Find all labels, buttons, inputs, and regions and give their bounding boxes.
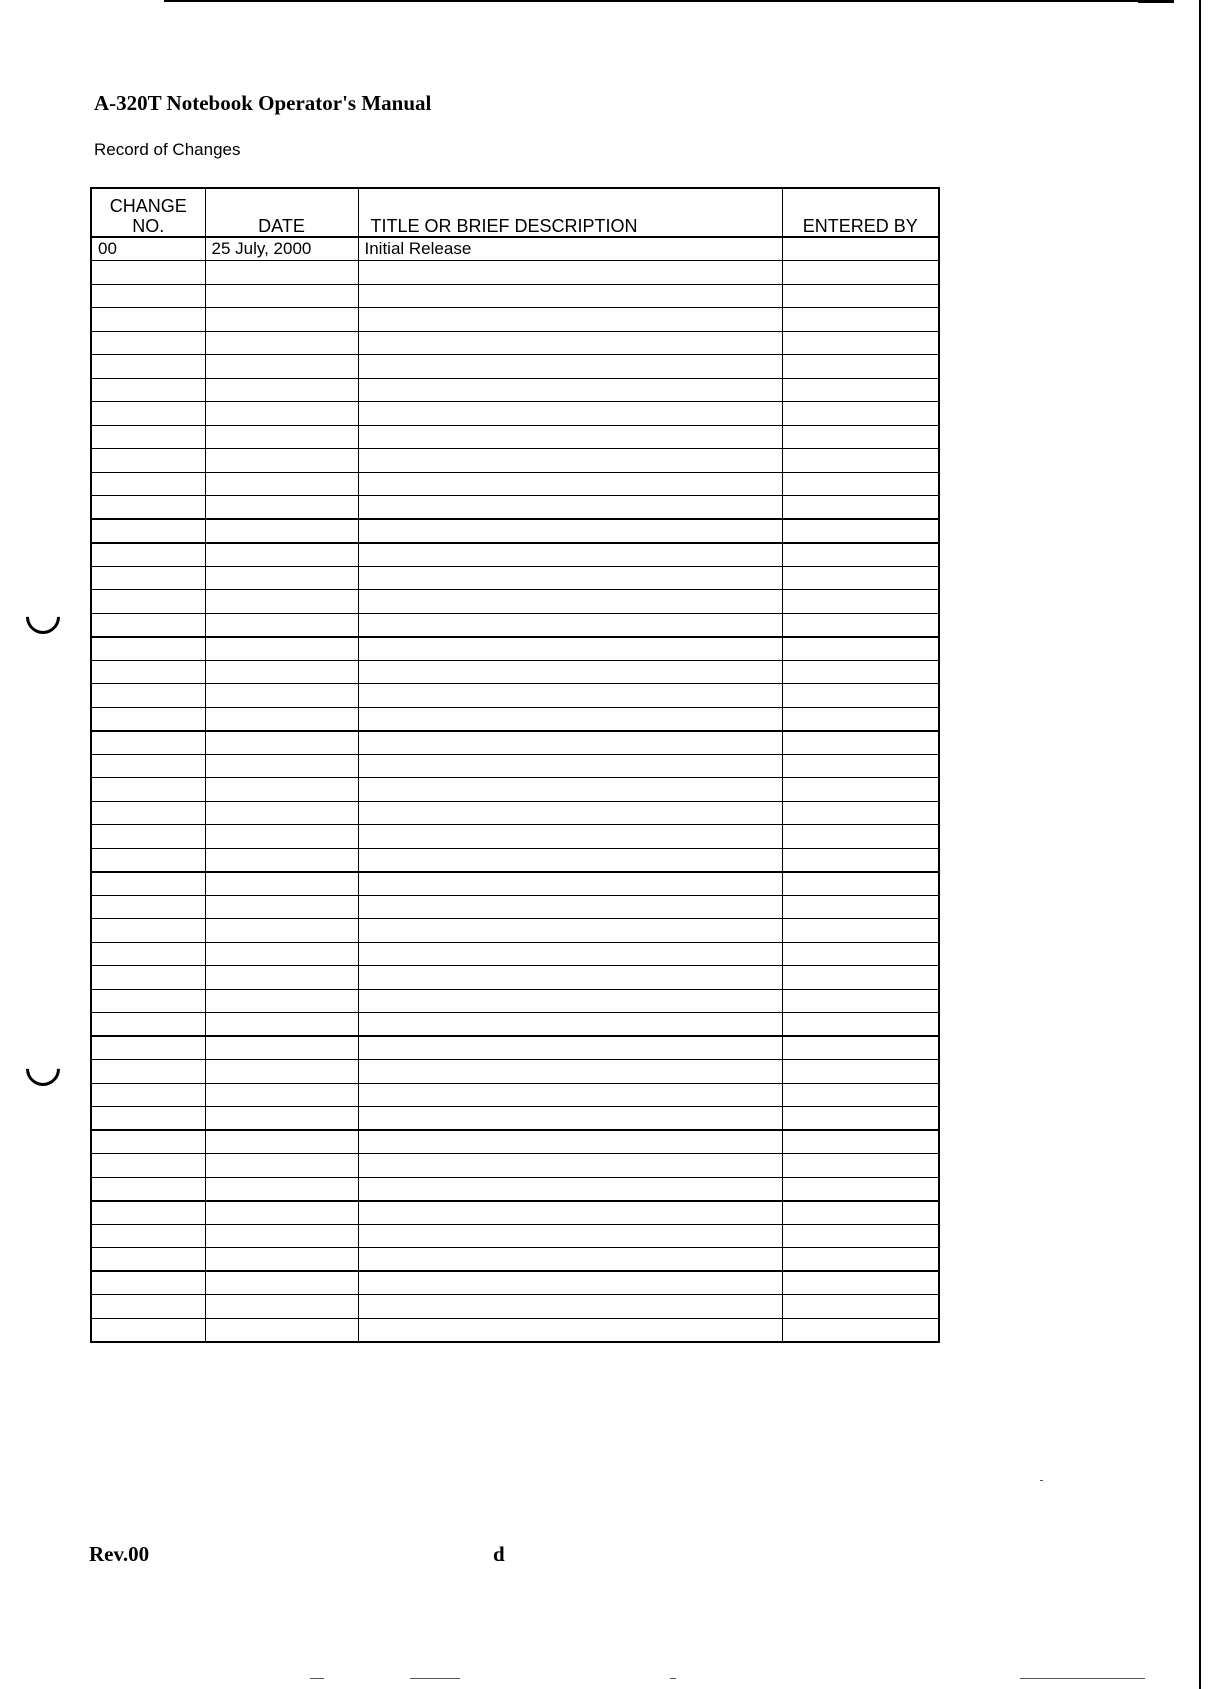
table-row [91, 402, 939, 426]
cell-change-no [91, 1107, 205, 1131]
cell-date [205, 684, 358, 708]
cell-date [205, 543, 358, 567]
table-row [91, 848, 939, 872]
cell-entered-by [782, 1083, 939, 1107]
cell-entered-by [782, 848, 939, 872]
cell-change-no [91, 378, 205, 402]
header-change-no-line1: CHANGE [109, 196, 187, 216]
cell-description [358, 1154, 782, 1178]
cell-description [358, 778, 782, 802]
cell-date [205, 1013, 358, 1037]
table-row [91, 425, 939, 449]
cell-description [358, 1177, 782, 1201]
cell-description [358, 496, 782, 520]
cell-change-no [91, 425, 205, 449]
cell-change-no [91, 1013, 205, 1037]
cell-change-no [91, 1177, 205, 1201]
table-row [91, 778, 939, 802]
cell-description [358, 825, 782, 849]
cell-change-no [91, 308, 205, 332]
table-row [91, 942, 939, 966]
table-row [91, 1107, 939, 1131]
table-row [91, 660, 939, 684]
top-scan-rule-thick [1138, 0, 1174, 3]
table-row [91, 449, 939, 473]
cell-date: 25 July, 2000 [205, 237, 358, 261]
scan-speck [310, 1678, 324, 1679]
cell-entered-by [782, 778, 939, 802]
binder-hole-mark [19, 593, 67, 641]
table-row [91, 1271, 939, 1295]
cell-entered-by [782, 378, 939, 402]
table-row [91, 590, 939, 614]
cell-change-no [91, 872, 205, 896]
cell-date [205, 660, 358, 684]
cell-description [358, 1107, 782, 1131]
cell-date [205, 731, 358, 755]
table-row [91, 566, 939, 590]
table-row [91, 754, 939, 778]
cell-date [205, 472, 358, 496]
cell-date [205, 378, 358, 402]
cell-date [205, 1295, 358, 1319]
cell-change-no [91, 660, 205, 684]
cell-description: Initial Release [358, 237, 782, 261]
cell-date [205, 1130, 358, 1154]
cell-description [358, 284, 782, 308]
cell-date [205, 637, 358, 661]
cell-entered-by [782, 801, 939, 825]
cell-date [205, 707, 358, 731]
cell-change-no [91, 566, 205, 590]
cell-change-no [91, 355, 205, 379]
cell-description [358, 1271, 782, 1295]
cell-description [358, 425, 782, 449]
header-date: DATE [205, 188, 358, 237]
cell-description [358, 707, 782, 731]
cell-change-no [91, 331, 205, 355]
cell-change-no [91, 1318, 205, 1342]
cell-description [358, 590, 782, 614]
cell-entered-by [782, 707, 939, 731]
cell-entered-by [782, 1060, 939, 1084]
cell-description [358, 942, 782, 966]
cell-date [205, 590, 358, 614]
cell-description [358, 1318, 782, 1342]
cell-entered-by [782, 425, 939, 449]
cell-date [205, 1271, 358, 1295]
cell-description [358, 895, 782, 919]
cell-description [358, 1060, 782, 1084]
table-row [91, 261, 939, 285]
cell-change-no [91, 825, 205, 849]
cell-change-no [91, 1154, 205, 1178]
table-row [91, 1083, 939, 1107]
table-row [91, 1201, 939, 1225]
cell-date [205, 425, 358, 449]
cell-change-no [91, 989, 205, 1013]
table-row [91, 1318, 939, 1342]
cell-change-no [91, 472, 205, 496]
cell-change-no [91, 284, 205, 308]
cell-entered-by [782, 566, 939, 590]
scan-speck [1020, 1678, 1145, 1679]
cell-change-no [91, 754, 205, 778]
cell-date [205, 919, 358, 943]
cell-entered-by [782, 449, 939, 473]
cell-date [205, 754, 358, 778]
section-subtitle: Record of Changes [94, 140, 241, 159]
cell-date [205, 895, 358, 919]
table-row [91, 966, 939, 990]
scan-speck [670, 1678, 676, 1679]
cell-change-no [91, 895, 205, 919]
cell-change-no [91, 543, 205, 567]
cell-entered-by [782, 1130, 939, 1154]
cell-entered-by [782, 919, 939, 943]
cell-description [358, 919, 782, 943]
cell-entered-by [782, 637, 939, 661]
cell-date [205, 848, 358, 872]
table-row [91, 613, 939, 637]
cell-date [205, 1107, 358, 1131]
cell-entered-by [782, 1013, 939, 1037]
footer-page-number: d [493, 1542, 505, 1566]
cell-change-no [91, 449, 205, 473]
table-row [91, 825, 939, 849]
cell-entered-by [782, 825, 939, 849]
cell-description [358, 261, 782, 285]
cell-description [358, 449, 782, 473]
page-right-edge [1199, 0, 1201, 1689]
cell-date [205, 355, 358, 379]
cell-description [358, 543, 782, 567]
cell-date [205, 801, 358, 825]
table-row [91, 543, 939, 567]
cell-change-no [91, 707, 205, 731]
record-of-changes-table [90, 187, 940, 1343]
cell-change-no [91, 402, 205, 426]
cell-change-no [91, 1130, 205, 1154]
cell-entered-by [782, 872, 939, 896]
cell-change-no: 00 [91, 237, 205, 261]
header-change-no [91, 188, 205, 237]
cell-change-no [91, 1295, 205, 1319]
cell-change-no [91, 801, 205, 825]
cell-description [358, 519, 782, 543]
cell-entered-by [782, 942, 939, 966]
table-row [91, 237, 939, 261]
cell-description [358, 472, 782, 496]
cell-date [205, 778, 358, 802]
cell-description [358, 1248, 782, 1272]
table-row [91, 472, 939, 496]
cell-change-no [91, 1224, 205, 1248]
header-description: TITLE OR BRIEF DESCRIPTION [358, 188, 782, 237]
cell-date [205, 825, 358, 849]
cell-entered-by [782, 496, 939, 520]
table-row [91, 684, 939, 708]
cell-entered-by [782, 895, 939, 919]
cell-date [205, 1060, 358, 1084]
cell-change-no [91, 919, 205, 943]
cell-date [205, 613, 358, 637]
scan-speck [1040, 1480, 1043, 1481]
cell-entered-by [782, 1271, 939, 1295]
cell-date [205, 1036, 358, 1060]
cell-description [358, 660, 782, 684]
table-row [91, 1060, 939, 1084]
cell-entered-by [782, 355, 939, 379]
cell-change-no [91, 519, 205, 543]
table-row [91, 731, 939, 755]
cell-description [358, 1130, 782, 1154]
cell-entered-by [782, 966, 939, 990]
cell-entered-by [782, 402, 939, 426]
table-row [91, 1013, 939, 1037]
cell-entered-by [782, 1224, 939, 1248]
cell-description [358, 872, 782, 896]
cell-description [358, 731, 782, 755]
table-row [91, 1248, 939, 1272]
cell-entered-by [782, 613, 939, 637]
cell-entered-by [782, 1107, 939, 1131]
table-row [91, 378, 939, 402]
cell-entered-by [782, 308, 939, 332]
table-row [91, 919, 939, 943]
cell-entered-by [782, 731, 939, 755]
cell-date [205, 1083, 358, 1107]
cell-entered-by [782, 261, 939, 285]
table-row [91, 1295, 939, 1319]
cell-description [358, 684, 782, 708]
cell-entered-by [782, 590, 939, 614]
table-row [91, 1036, 939, 1060]
cell-description [358, 566, 782, 590]
cell-date [205, 566, 358, 590]
cell-change-no [91, 1271, 205, 1295]
table-row [91, 1154, 939, 1178]
cell-description [358, 848, 782, 872]
cell-entered-by [782, 1036, 939, 1060]
cell-date [205, 496, 358, 520]
table-row [91, 801, 939, 825]
cell-date [205, 308, 358, 332]
cell-entered-by [782, 1201, 939, 1225]
table-row [91, 331, 939, 355]
cell-date [205, 1318, 358, 1342]
cell-entered-by [782, 237, 939, 261]
cell-entered-by [782, 284, 939, 308]
cell-entered-by [782, 1177, 939, 1201]
cell-change-no [91, 942, 205, 966]
cell-change-no [91, 1060, 205, 1084]
cell-change-no [91, 637, 205, 661]
cell-date [205, 261, 358, 285]
table-row [91, 519, 939, 543]
cell-entered-by [782, 543, 939, 567]
table-row [91, 637, 939, 661]
cell-entered-by [782, 331, 939, 355]
cell-entered-by [782, 1295, 939, 1319]
top-scan-rule [164, 0, 1174, 2]
cell-entered-by [782, 1248, 939, 1272]
table-row [91, 1224, 939, 1248]
cell-change-no [91, 684, 205, 708]
cell-description [358, 613, 782, 637]
cell-entered-by [782, 989, 939, 1013]
cell-date [205, 1201, 358, 1225]
cell-change-no [91, 731, 205, 755]
cell-description [358, 402, 782, 426]
cell-description [358, 355, 782, 379]
cell-change-no [91, 613, 205, 637]
table-body [91, 237, 939, 1342]
cell-date [205, 284, 358, 308]
cell-description [358, 1013, 782, 1037]
table-row [91, 308, 939, 332]
cell-change-no [91, 848, 205, 872]
cell-date [205, 1177, 358, 1201]
cell-description [358, 1201, 782, 1225]
cell-description [358, 754, 782, 778]
cell-date [205, 966, 358, 990]
cell-entered-by [782, 684, 939, 708]
cell-entered-by [782, 1318, 939, 1342]
cell-change-no [91, 1248, 205, 1272]
cell-description [358, 331, 782, 355]
cell-change-no [91, 1036, 205, 1060]
cell-description [358, 1224, 782, 1248]
table-row [91, 1177, 939, 1201]
cell-change-no [91, 496, 205, 520]
table-row [91, 707, 939, 731]
cell-date [205, 331, 358, 355]
cell-description [358, 1083, 782, 1107]
cell-date [205, 989, 358, 1013]
cell-date [205, 1154, 358, 1178]
table-row [91, 989, 939, 1013]
cell-date [205, 402, 358, 426]
cell-description [358, 1295, 782, 1319]
cell-change-no [91, 261, 205, 285]
cell-change-no [91, 1201, 205, 1225]
table-row [91, 895, 939, 919]
cell-description [358, 637, 782, 661]
cell-date [205, 942, 358, 966]
table-row [91, 496, 939, 520]
cell-date [205, 519, 358, 543]
table-header-row [91, 188, 939, 237]
header-change-no-line2: NO. [132, 216, 165, 236]
cell-entered-by [782, 1154, 939, 1178]
table-row [91, 1130, 939, 1154]
cell-entered-by [782, 519, 939, 543]
cell-date [205, 1248, 358, 1272]
header-entered-by: ENTERED BY [782, 188, 939, 237]
table-row [91, 872, 939, 896]
cell-description [358, 308, 782, 332]
table-row [91, 284, 939, 308]
cell-date [205, 1224, 358, 1248]
cell-entered-by [782, 754, 939, 778]
document-title: A-320T Notebook Operator's Manual [94, 91, 432, 115]
table-row [91, 355, 939, 379]
binder-hole-mark [19, 1045, 67, 1093]
cell-change-no [91, 966, 205, 990]
cell-change-no [91, 1083, 205, 1107]
cell-description [358, 989, 782, 1013]
cell-date [205, 872, 358, 896]
cell-change-no [91, 778, 205, 802]
cell-description [358, 801, 782, 825]
cell-description [358, 966, 782, 990]
scan-speck [410, 1678, 460, 1679]
cell-change-no [91, 590, 205, 614]
cell-description [358, 378, 782, 402]
cell-entered-by [782, 472, 939, 496]
cell-description [358, 1036, 782, 1060]
footer-revision: Rev.00 [89, 1542, 150, 1566]
cell-entered-by [782, 660, 939, 684]
cell-date [205, 449, 358, 473]
